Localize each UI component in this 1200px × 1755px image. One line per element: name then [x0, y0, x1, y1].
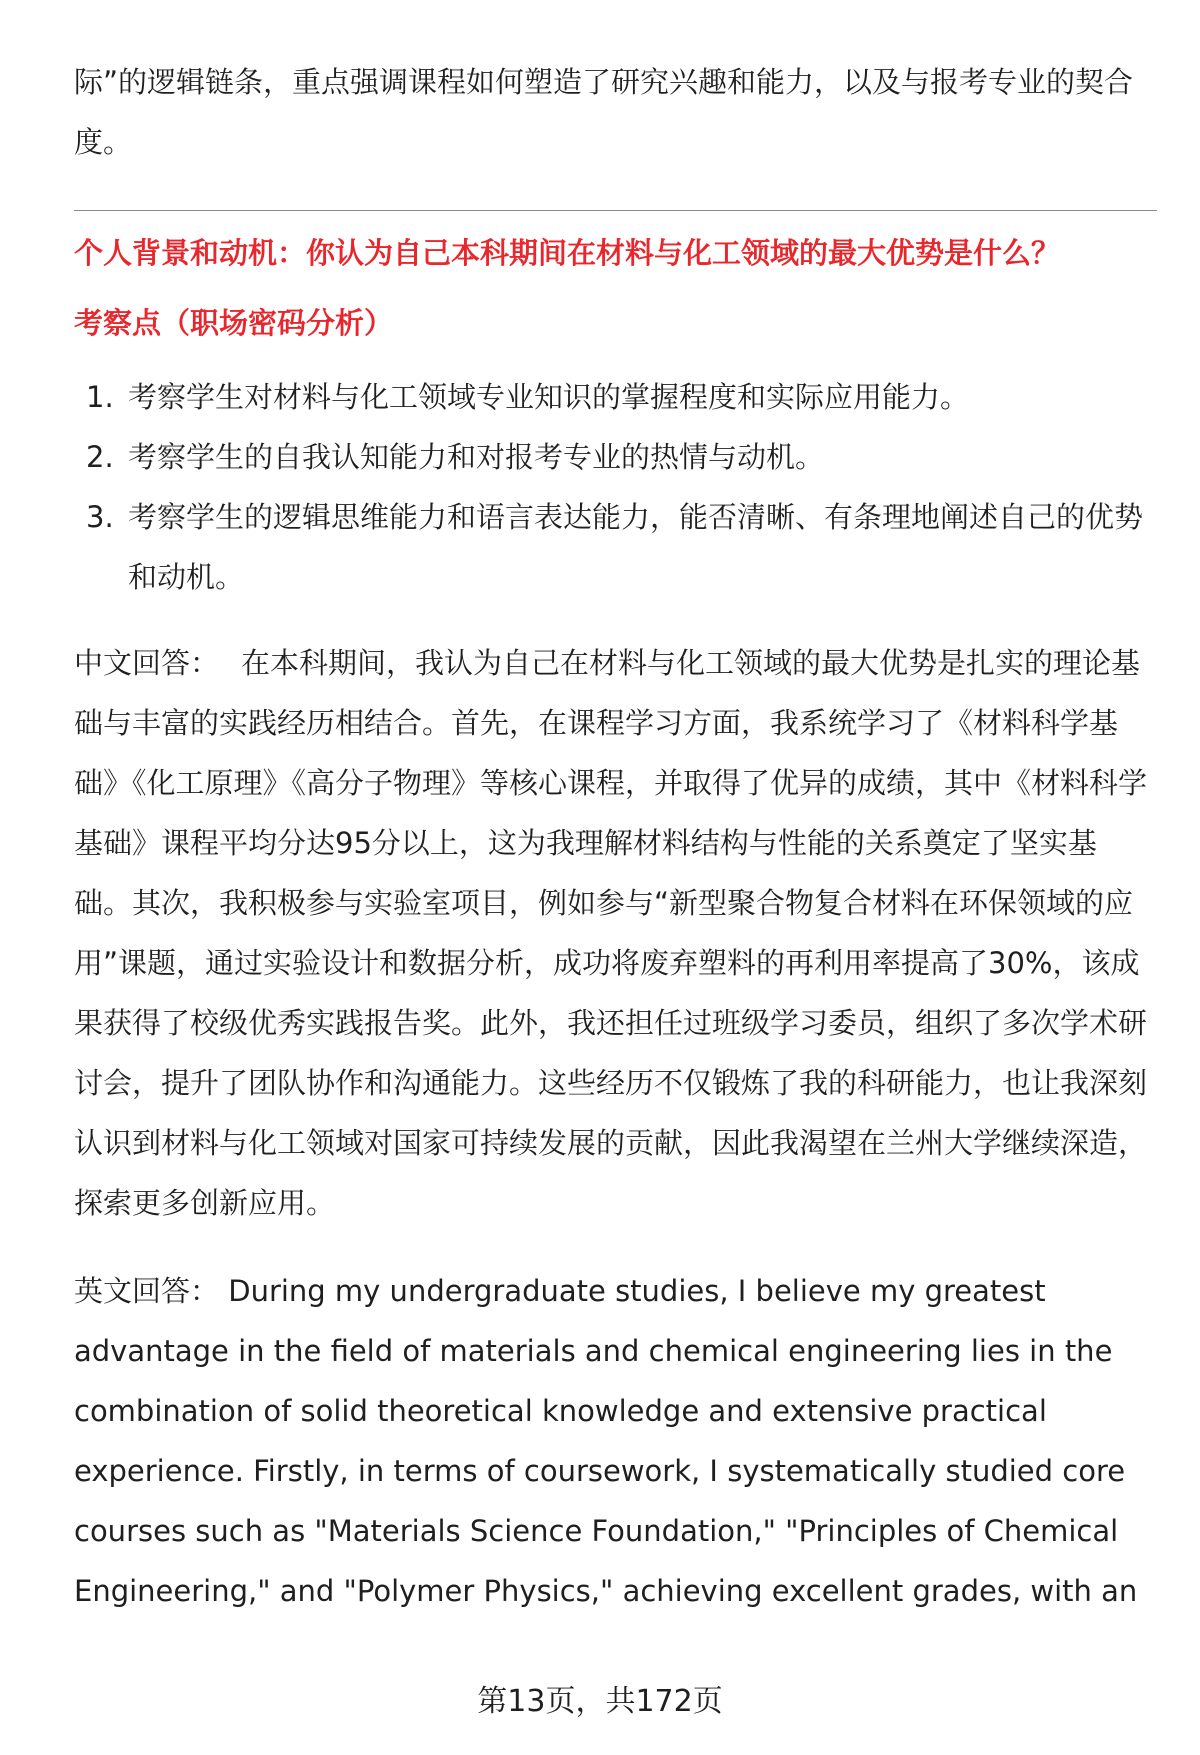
list-item-number: 3.: [86, 500, 114, 534]
english-answer-text: During my undergraduate studies, I believe my greatest advantage in the field of materials and chemical engineering lies in the combination of solid theoretical knowledge and extensive practical experience. Firstly, in terms of coursework, I systematically studied core courses such as "Materials Science Foundation," "Principles of Chemical Engineering," and "Polymer Physics," achieving excellent grades, with an: [74, 1274, 1138, 1608]
assessment-points-list: [74, 367, 1154, 607]
document-page: [74, 52, 1154, 1621]
intro-paragraph: 际”的逻辑链条，重点强调课程如何塑造了研究兴趣和能力，以及与报考专业的契合度。: [74, 65, 1134, 159]
list-item: [74, 487, 1154, 607]
list-item: [74, 367, 1154, 427]
question-subtitle: 考察点（职场密码分析）: [74, 306, 394, 340]
english-answer-label: 英文回答：: [74, 1274, 220, 1308]
list-item-number: 1.: [86, 380, 114, 414]
chinese-answer-text: 在本科期间，我认为自己在材料与化工领域的最大优势是扎实的理论基础与丰富的实践经历相结合。首先，在课程学习方面，我系统学习了《材料科学基础》《化工原理》《高分子物理》等核心课程，并取得了优异的成绩，其中《材料科学基础》课程平均分达95分以上，这为我理解材料结构与性能的关系奠定了坚实基础。其次，我积极参与实验室项目，例如参与“新型聚合物复合材料在环保领域的应用”课题，通过实验设计和数据分析，成功将废弃塑料的再利用率提高了30%，该成果获得了校级优秀实践报告奖。此外，我还担任过班级学习委员，组织了多次学术研讨会，提升了团队协作和沟通能力。这些经历不仅锻炼了我的科研能力，也让我深刻认识到材料与化工领域对国家可持续发展的贡献，因此我渴望在兰州大学继续深造，探索更多创新应用。: [74, 646, 1148, 1220]
english-answer: [74, 1261, 1154, 1621]
question-title: 个人背景和动机：你认为自己本科期间在材料与化工领域的最大优势是什么？: [74, 236, 1061, 270]
list-item-number: 2.: [86, 440, 114, 474]
chinese-answer-label: 中文回答：: [74, 646, 220, 680]
chinese-answer: [74, 633, 1154, 1233]
page-number-footer: 第13页，共172页: [477, 1684, 723, 1719]
list-item: [74, 427, 1154, 487]
list-item-text: 考察学生的逻辑思维能力和语言表达能力，能否清晰、有条理地阐述自己的优势和动机。: [128, 500, 1144, 594]
list-item-text: 考察学生的自我认知能力和对报考专业的热情与动机。: [128, 440, 825, 474]
section-divider: [74, 210, 1157, 211]
list-item-text: 考察学生对材料与化工领域专业知识的掌握程度和实际应用能力。: [128, 380, 970, 414]
